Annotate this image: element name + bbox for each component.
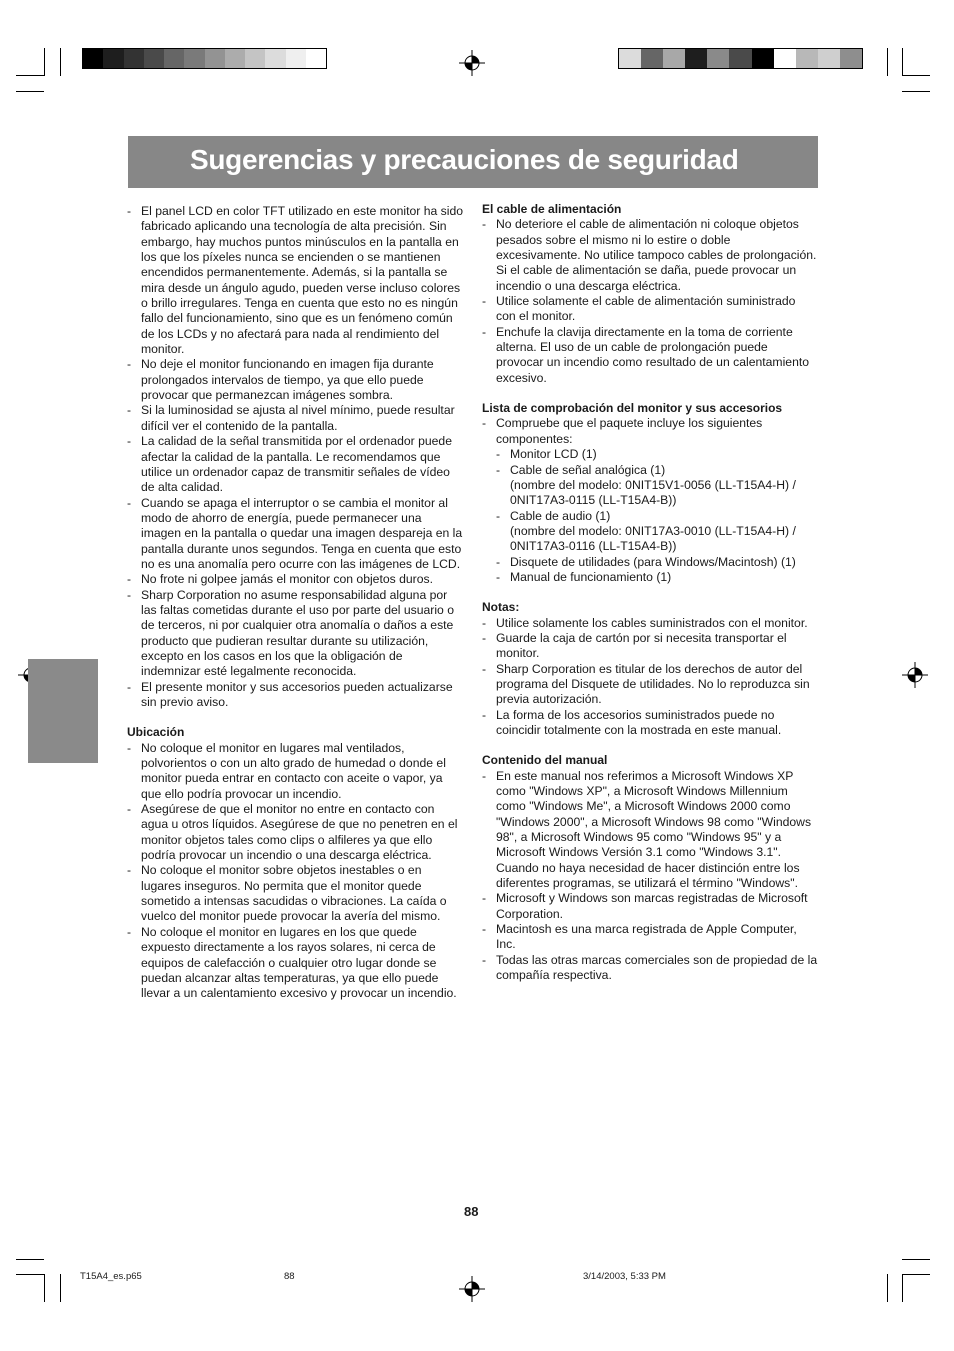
lista-intro: Compruebe que el paquete incluye los siguientes componentes: [496,416,763,446]
crop-mark [887,1274,888,1302]
cable-list [482,217,818,386]
crop-mark [902,75,930,76]
list-item [482,416,818,585]
color-swatch [818,49,840,68]
color-swatch [265,49,285,68]
section-heading-cable: El cable de alimentación [482,202,622,216]
list-item: - El presente monitor y sus accesorios pueden actualizarse sin previo aviso. [127,680,464,711]
list-item: - Si la luminosidad se ajusta al nivel mínimo, puede resultar difícil ver el contenido de la pantalla. [127,403,464,434]
color-swatch [306,49,326,68]
footer-filename: T15A4_es.p65 [80,1271,142,1282]
list-item: - Utilice solamente el cable de alimentación suministrado con el monitor. [482,294,818,325]
crop-mark [60,48,61,76]
list-item: - Macintosh es una marca registrada de Apple Computer, Inc. [482,922,818,953]
color-swatch [245,49,265,68]
section-heading-ubicacion: Ubicación [127,725,185,740]
footer-page: 88 [284,1271,295,1282]
color-swatch [774,49,796,68]
color-swatch [752,49,774,68]
color-swatch [685,49,707,68]
list-item: - Sharp Corporation no asume responsabilidad alguna por las faltas cometidas durante el uso por parte del usuario o de terceros, ni por cualquier otra anomalía o daños a este producto que pudieran resultar durante su utilización, excepto en los casos en los que la obligación de indemnizar esté legalmente reconocida. [127,588,464,680]
list-item: - No frote ni golpee jamás el monitor con objetos duros. [127,572,464,587]
page-title: Sugerencias y precauciones de seguridad [190,144,739,175]
components-sublist [496,447,818,585]
list-item: - No coloque el monitor en lugares en los que quede expuesto directamente a los rayos solares, ni cerca de equipos de calefacción o cualquier otro lugar donde se puedan alcanzar altas temperaturas, ya que ello puede llevar a un calentamiento excesivo y provocar un incendio. [127,925,464,1002]
crop-mark [902,1259,930,1260]
list-item: - La calidad de la señal transmitida por el ordenador puede afectar la calidad de la pantalla. Le recomendamos que utilice un ordenador capaz de transmitir señales de vídeo de alta calidad. [127,434,464,495]
list-item: - Cuando se apaga el interruptor o se cambia el monitor al modo de ahorro de energía, puede permanecer una imagen en la pantalla o quedar una imagen despareja en la pantalla durante unos segundos. Tenga en cuenta que esto no es una anomalía pero ocurre con las imágenes de LCD. [127,496,464,573]
model-note: 0NIT17A3-0115 (LL-T15A4-B)) [510,493,677,508]
list-item: - Manual de funcionamiento (1) [496,570,818,585]
crop-mark [902,48,903,76]
footer-timestamp: 3/14/2003, 5:33 PM [583,1271,666,1282]
list-item: - El panel LCD en color TFT utilizado en este monitor ha sido fabricado aplicando una tecnología de alta precisión. Sin embargo, hay muchos puntos minúsculos en la pantalla en los que los píxeles nunca se encienden o se mantienen encendidos permanentemente. Además, si la pantalla se mira desde un ángulo agudo, pueden verse incluso colores o brillo irregulares. Tenga en cuenta que esto no es ningún fallo del funcionamiento, sino que es un fenómeno común de los LCDs y no afectará para nada al rendimiento del monitor. [127,204,464,357]
intro-list [127,204,464,710]
list-item: - Enchufe la clavija directamente en la toma de corriente alterna. El uso de un cable de prolongación puede provocar un incendio como resultado de un calentamiento excesivo. [482,325,818,386]
color-calibration-bar-left [82,48,327,69]
section-side-tab [28,659,98,763]
title-banner [128,136,818,188]
list-item: - Utilice solamente los cables suministrados con el monitor. [482,616,818,631]
crop-mark [16,75,44,76]
list-item: - Asegúrese de que el monitor no entre en contacto con agua u otros líquidos. Asegúrese de que no penetren en el monitor objetos tales como clips o alfileres ya que ello podría provocar un incendio o una descarga eléctrica. [127,802,464,863]
registration-mark-icon [459,50,485,76]
contenido-list [482,769,818,984]
section-heading-notas: Notas: [482,600,520,615]
crop-mark [887,48,888,76]
list-item [496,463,818,509]
list-item [496,509,818,555]
crop-mark [16,91,44,92]
color-swatch [619,49,641,68]
ubicacion-list [127,741,464,1002]
list-item: - La forma de los accesorios suministrados puede no coincidir totalmente con la mostrada en este manual. [482,708,818,739]
list-item: - Monitor LCD (1) [496,447,818,462]
left-column [127,204,464,1002]
list-item: - En este manual nos referimos a Microsoft Windows XP como "Windows XP", a Microsoft Windows Millennium como "Windows Me", a Microsoft Windows 2000 como "Windows 2000", a Microsoft Windows 98 como "Windows 98", a Microsoft Windows 95 como "Windows 95" y a Microsoft Windows Versión 3.1 como "Windows 3.1". Cuando no haya necesidad de hacer distinción entre los diferentes programas, se utilizará el término "Windows". [482,769,818,892]
list-item: - Sharp Corporation es titular de los derechos de autor del programa del Disquete de utilidades. No lo reproduzca sin previa autorización. [482,662,818,708]
color-swatch [840,49,862,68]
color-swatch [707,49,729,68]
crop-mark [902,91,930,92]
model-note: (nombre del modelo: 0NIT17A3-0010 (LL-T15A4-H) / [510,523,796,538]
crop-mark [16,1274,44,1275]
color-swatch [286,49,306,68]
crop-mark [44,48,45,76]
list-item: - Disquete de utilidades (para Windows/Macintosh) (1) [496,555,818,570]
list-item: - Todas las otras marcas comerciales son de propiedad de la compañía respectiva. [482,953,818,984]
color-swatch [103,49,123,68]
section-heading-lista: Lista de comprobación del monitor y sus accesorios [482,401,783,416]
list-item: - No deteriore el cable de alimentación ni coloque objetos pesados sobre el mismo ni lo estire o doble excesivamente. No utilice tampoco cables de prolongación. Si el cable de alimentación se daña, puede provocar un incendio o una descarga eléctrica. [482,217,818,294]
crop-mark [44,1274,45,1302]
right-column [482,202,818,984]
model-note: (nombre del modelo: 0NIT15V1-0056 (LL-T15A4-H) / [510,477,796,492]
page-number: 88 [464,1204,479,1219]
color-swatch [144,49,164,68]
registration-mark-icon [902,662,928,688]
color-swatch [641,49,663,68]
list-item: - Microsoft y Windows son marcas registradas de Microsoft Corporation. [482,891,818,922]
color-swatch [663,49,685,68]
section-heading-contenido: Contenido del manual [482,753,608,768]
color-swatch [205,49,225,68]
color-swatch [184,49,204,68]
crop-mark [16,1259,44,1260]
color-swatch [729,49,751,68]
crop-mark [902,1274,930,1275]
color-swatch [225,49,245,68]
color-swatch [796,49,818,68]
color-swatch [164,49,184,68]
color-swatch [124,49,144,68]
list-item: - No coloque el monitor en lugares mal ventilados, polvorientos o con un alto grado de humedad o donde el monitor pueda entrar en contacto con aceite o vapor, ya que ello podría provocar un incendio. [127,741,464,802]
model-note: 0NIT17A3-0116 (LL-T15A4-B)) [510,539,677,554]
component-label: Cable de señal analógica (1) [510,462,666,477]
color-swatch [83,49,103,68]
list-item: - No coloque el monitor sobre objetos inestables o en lugares inseguros. No permita que el monitor quede sometido a intensas sacudidas o vibraciones. La caída o vuelco del monitor puede provocar la avería del mismo. [127,863,464,924]
notas-list [482,616,818,739]
list-item: - Guarde la caja de cartón por si necesita transportar el monitor. [482,631,818,662]
crop-mark [902,1274,903,1302]
color-calibration-bar-right [618,48,863,69]
lista-list [482,416,818,585]
list-item: - No deje el monitor funcionando en imagen fija durante prolongados intervalos de tiempo, ya que ello puede provocar que permanezcan imágenes sombra. [127,357,464,403]
registration-mark-icon [459,1276,485,1302]
crop-mark [60,1274,61,1302]
component-label: Cable de audio (1) [510,508,611,523]
